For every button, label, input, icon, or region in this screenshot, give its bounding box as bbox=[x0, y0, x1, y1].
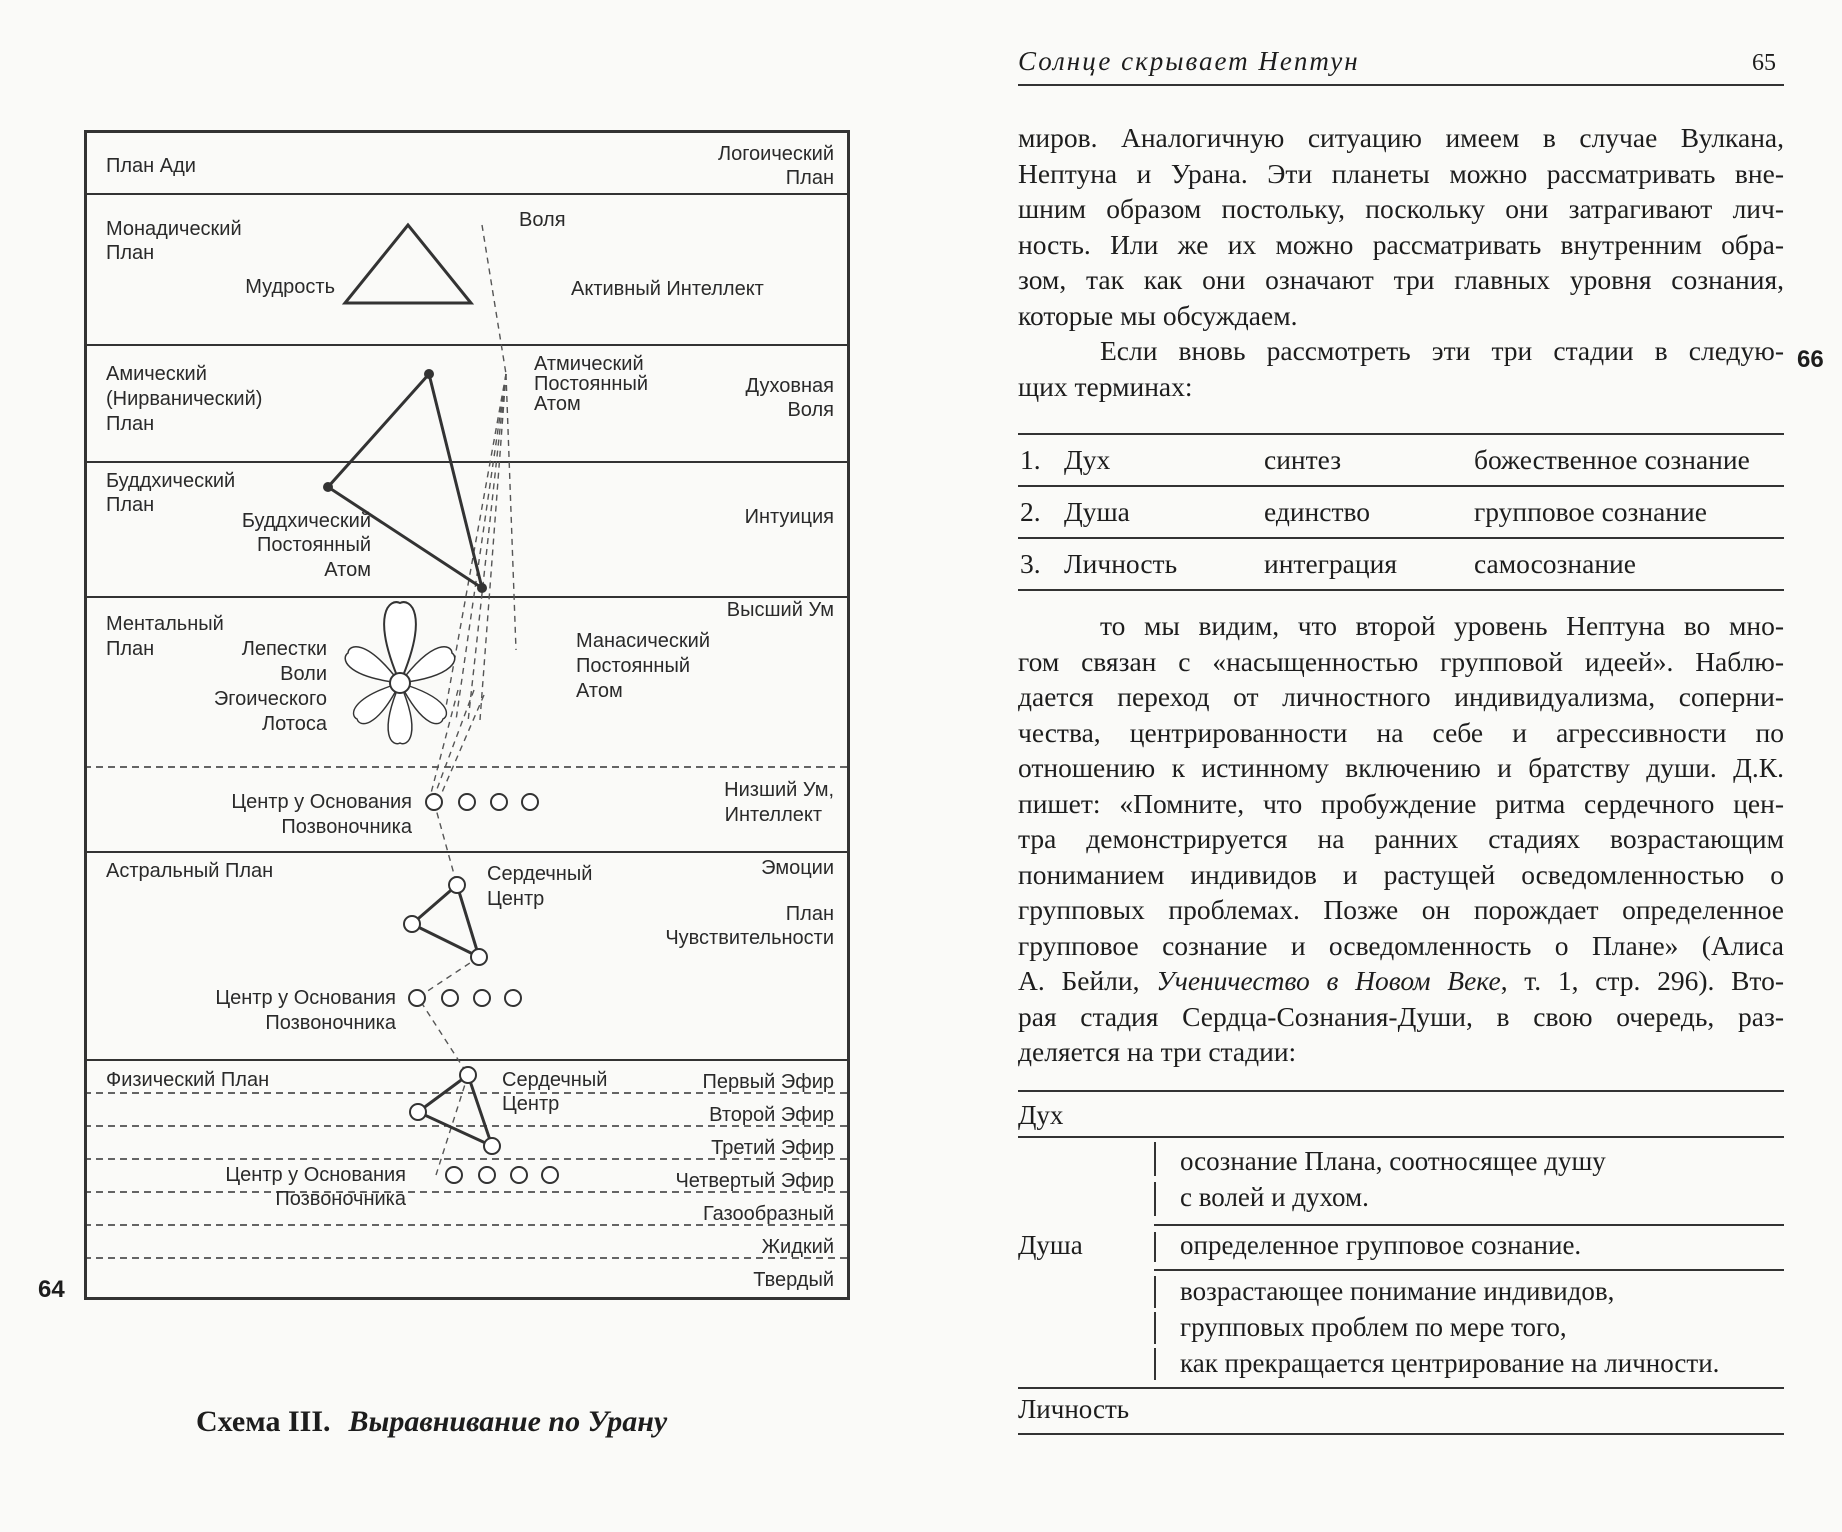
caption-label: Схема III. bbox=[196, 1405, 331, 1438]
thread-atmic-lotus-2 bbox=[456, 374, 506, 720]
stage-number: 2. bbox=[1018, 486, 1062, 538]
label-petals-2: Воли bbox=[280, 663, 327, 685]
stage-name: Дух bbox=[1062, 434, 1262, 486]
astral-heart-node-top bbox=[449, 877, 465, 893]
base-center-3-circle-2 bbox=[479, 1167, 495, 1183]
label-lower-mind-1: Низший Ум, bbox=[724, 779, 834, 801]
label-mental-1: Ментальный bbox=[106, 613, 224, 635]
base-center-1-circle-1 bbox=[426, 794, 442, 810]
label-petals-1: Лепестки bbox=[241, 638, 327, 660]
thread-base1-heart1 bbox=[434, 802, 457, 885]
soul-item-1-line-1: осознание Плана, соотносящее душу bbox=[1180, 1146, 1606, 1176]
sub-table-rule-bottom bbox=[1018, 1433, 1784, 1435]
text-line: отношению к истинному включению и братству души. Д.К. bbox=[1018, 752, 1784, 783]
label-wisdom: Мудрость bbox=[245, 276, 335, 298]
text-line: групповых проблемах. Позже он порождает определенное bbox=[1018, 894, 1784, 925]
label-buddhic-atom-1: Буддхический bbox=[241, 510, 371, 532]
label-heart-2a: Сердечный bbox=[502, 1069, 608, 1091]
label-higher-mind: Высший Ум bbox=[726, 599, 834, 621]
label-petals-3: Эгоического bbox=[213, 688, 327, 710]
text-line: зом, так как они означают три главных уровня сознания, bbox=[1018, 264, 1784, 295]
sub-table-rule-top bbox=[1018, 1090, 1784, 1092]
thread-base2-heart2 bbox=[421, 1002, 468, 1075]
base-center-2-circle-4 bbox=[505, 990, 521, 1006]
base-center-2-circle-3 bbox=[474, 990, 490, 1006]
label-heart-1b: Центр bbox=[487, 888, 545, 910]
sub-stage-spirit: Дух bbox=[1018, 1100, 1064, 1130]
text-line: дается переход от личностного индивидуализма, соперни- bbox=[1018, 681, 1784, 712]
label-base-center-2a: Центр у Основания bbox=[215, 987, 396, 1009]
right-page-number: 65 bbox=[1752, 50, 1776, 76]
running-header bbox=[1018, 46, 1784, 86]
thread-atmic-lotus-3 bbox=[468, 374, 506, 722]
manasic-atom-dot bbox=[477, 583, 487, 593]
base-center-1-circle-4 bbox=[522, 794, 538, 810]
thread-atmic-lotus-1 bbox=[444, 374, 506, 718]
label-buddhic-atom-2: Постоянный bbox=[256, 534, 371, 556]
stages-table bbox=[1018, 433, 1784, 591]
label-solid: Твердый bbox=[753, 1269, 834, 1291]
soul-item-2-line-1: определенное групповое сознание. bbox=[1180, 1230, 1582, 1260]
text-line: чества, центрированности на себе и агрессивности по bbox=[1018, 716, 1784, 748]
paragraph-2 bbox=[1018, 333, 1784, 404]
label-ether-3: Третий Эфир bbox=[711, 1137, 834, 1159]
stage-name: Личность bbox=[1062, 538, 1262, 590]
buddhic-atom-dot bbox=[323, 482, 333, 492]
text-line: деляется на три стадии: bbox=[1018, 1036, 1297, 1067]
left-page-number: 64 bbox=[38, 1276, 65, 1303]
base-center-2-circle-2 bbox=[442, 990, 458, 1006]
running-header-title: Солнце скрывает Нептун bbox=[1018, 46, 1360, 76]
stage-mode: интеграция bbox=[1262, 538, 1472, 590]
label-sensitivity-2: Чувствительности bbox=[665, 927, 834, 949]
stage-mode: синтез bbox=[1262, 434, 1472, 486]
label-active-intellect: Активный Интеллект bbox=[571, 278, 764, 300]
text-line: гом связан с «насыщенностью групповой идеей». Наблю- bbox=[1018, 645, 1784, 677]
label-atmic-3: План bbox=[106, 413, 155, 435]
physical-heart-node-right bbox=[484, 1138, 500, 1154]
table-row bbox=[1018, 538, 1784, 590]
label-sensitivity-1: План bbox=[785, 903, 834, 925]
label-heart-1a: Сердечный bbox=[487, 863, 593, 885]
bracket-bar bbox=[1154, 1232, 1156, 1262]
sub-stage-personality: Личность bbox=[1018, 1394, 1130, 1424]
thread-heart2-base3 bbox=[436, 1075, 468, 1175]
paragraph-1 bbox=[1018, 120, 1784, 333]
label-monadic-2: План bbox=[106, 242, 155, 264]
label-physical: Физический План bbox=[106, 1069, 270, 1091]
physical-heart-triangle bbox=[418, 1075, 492, 1146]
soul-item-3-line-3: как прекращается центрирование на личности. bbox=[1180, 1348, 1720, 1378]
sub-table-rule-soul-2 bbox=[1154, 1269, 1784, 1271]
text-line: ность. Или же их можно рассматривать внутренним обра- bbox=[1018, 228, 1784, 260]
base-center-3-circle-1 bbox=[446, 1167, 462, 1183]
label-atmic-1: Амический bbox=[106, 363, 207, 385]
sub-table-rule-soul-3 bbox=[1018, 1387, 1784, 1389]
bracket-bar bbox=[1154, 1276, 1156, 1308]
sub-table-rule-spirit bbox=[1018, 1136, 1784, 1138]
label-ether-4: Четвертый Эфир bbox=[675, 1170, 834, 1192]
label-lower-mind-2: Интеллект bbox=[724, 804, 822, 826]
citation-book-title: Ученичество в Новом Веке bbox=[1156, 965, 1501, 996]
bracket-bar bbox=[1154, 1182, 1156, 1216]
label-logoic-1: Логоический bbox=[717, 143, 834, 165]
label-heart-2b: Центр bbox=[502, 1093, 560, 1115]
table-row bbox=[1018, 434, 1784, 486]
label-manasic-3: Атом bbox=[576, 680, 623, 702]
astral-heart-node-right bbox=[471, 949, 487, 965]
label-manasic-2: Постоянный bbox=[576, 655, 691, 677]
label-liquid: Жидкий bbox=[761, 1236, 834, 1258]
label-atmic-atom-1: Атмический bbox=[534, 353, 644, 375]
label-emotions: Эмоции bbox=[761, 857, 834, 879]
base-center-3-circle-3 bbox=[511, 1167, 527, 1183]
label-ether-2: Второй Эфир bbox=[709, 1104, 834, 1126]
astral-heart-triangle bbox=[412, 885, 479, 957]
paragraph-3 bbox=[1018, 608, 1784, 1070]
text-line: групповое сознание и осведомленность о Плане» (Алиса bbox=[1018, 929, 1784, 961]
stage-number: 3. bbox=[1018, 538, 1062, 590]
sub-table-rule-soul-1 bbox=[1154, 1224, 1784, 1226]
table-row bbox=[1018, 486, 1784, 538]
stage-consciousness: самосознание bbox=[1472, 538, 1784, 590]
label-monadic-1: Монадический bbox=[106, 218, 242, 240]
text-line: Если вновь рассмотреть эти три стадии в следую- bbox=[1100, 335, 1784, 366]
label-base-center-2b: Позвоночника bbox=[265, 1012, 396, 1034]
soul-item-1-line-2: с волей и духом. bbox=[1180, 1182, 1369, 1212]
base-center-2-circle-1 bbox=[409, 990, 425, 1006]
stage-name: Душа bbox=[1062, 486, 1262, 538]
planes-diagram bbox=[84, 130, 850, 1300]
monadic-triangle bbox=[345, 225, 471, 303]
citation-line bbox=[1018, 963, 1784, 999]
label-astral: Астральный План bbox=[106, 860, 274, 882]
label-buddhic-2: План bbox=[106, 494, 155, 516]
text-line: пишет: «Помните, что пробуждение ритма сердечного цен- bbox=[1018, 787, 1784, 819]
stage-number: 1. bbox=[1018, 434, 1062, 486]
label-manasic-1: Манасический bbox=[576, 630, 710, 652]
soul-item-3-line-1: возрастающее понимание индивидов, bbox=[1180, 1276, 1615, 1306]
label-atmic-atom-2: Постоянный bbox=[534, 373, 649, 395]
text-line: то мы видим, что второй уровень Нептуна во мно- bbox=[1100, 610, 1784, 641]
caption-title: Выравнивание по Урану bbox=[348, 1405, 668, 1438]
label-spiritual-will-1: Духовная bbox=[745, 375, 834, 397]
label-buddhic-1: Буддхический bbox=[106, 470, 236, 492]
bracket-bar bbox=[1154, 1142, 1156, 1176]
egoic-lotus-icon bbox=[342, 602, 459, 744]
atmic-atom-dot bbox=[424, 369, 434, 379]
label-atmic-atom-3: Атом bbox=[534, 393, 581, 415]
label-base-center-3b: Позвоночника bbox=[275, 1188, 406, 1210]
thread-monad-atmic bbox=[482, 225, 506, 374]
label-base-center-3a: Центр у Основания bbox=[225, 1164, 406, 1186]
label-logoic-2: План bbox=[785, 167, 834, 189]
sub-stage-soul: Душа bbox=[1018, 1230, 1083, 1260]
stage-consciousness: божественное сознание bbox=[1472, 434, 1784, 486]
text-line: рая стадия Сердца-Сознания-Души, в свою очередь, раз- bbox=[1018, 1000, 1784, 1032]
text-line: Нептуна и Урана. Эти планеты можно рассматривать вне- bbox=[1018, 157, 1784, 189]
physical-heart-node-top bbox=[460, 1067, 476, 1083]
label-petals-4: Лотоса bbox=[262, 713, 327, 735]
base-center-3-circle-4 bbox=[542, 1167, 558, 1183]
figure-caption bbox=[196, 1405, 667, 1439]
text-line: щих терминах: bbox=[1018, 370, 1193, 402]
citation-author: А. Бейли, bbox=[1018, 965, 1140, 996]
label-mental-2: План bbox=[106, 638, 155, 660]
thread-atmic-lotus-4 bbox=[480, 374, 506, 720]
label-buddhic-atom-3: Атом bbox=[324, 559, 371, 581]
stage-consciousness: групповое сознание bbox=[1472, 486, 1784, 538]
text-line: миров. Аналогичную ситуацию имеем в случае Вулкана, bbox=[1018, 122, 1784, 153]
text-line: которые мы обсуждаем. bbox=[1018, 299, 1298, 331]
bracket-bar bbox=[1154, 1312, 1156, 1344]
label-adi: План Ади bbox=[106, 155, 196, 177]
label-will: Воля bbox=[519, 209, 566, 231]
label-atmic-2: (Нирванический) bbox=[106, 388, 263, 410]
stage-mode: единство bbox=[1262, 486, 1472, 538]
base-center-1-circle-2 bbox=[459, 794, 475, 810]
text-line: тра демонстрируется на ранних стадиях возрастающим bbox=[1018, 823, 1784, 854]
label-spiritual-will-2: Воля bbox=[787, 399, 834, 421]
bracket-bar bbox=[1154, 1348, 1156, 1380]
physical-heart-node-left bbox=[410, 1104, 426, 1120]
label-base-center-1b: Позвоночника bbox=[281, 816, 412, 838]
label-ether-1: Первый Эфир bbox=[702, 1071, 834, 1093]
label-intuition: Интуиция bbox=[744, 506, 834, 528]
label-gaseous: Газообразный bbox=[702, 1203, 834, 1225]
soul-item-3-line-2: групповых проблем по мере того, bbox=[1180, 1312, 1567, 1342]
margin-page-number: 66 bbox=[1797, 346, 1824, 373]
base-center-1-circle-3 bbox=[491, 794, 507, 810]
citation-details: , т. 1, стр. 296). Вто- bbox=[1500, 965, 1784, 996]
text-line: пониманием индивидов и растущей осведомленностью о bbox=[1018, 858, 1784, 890]
text-line: шним образом постольку, поскольку они затрагивают лич- bbox=[1018, 193, 1784, 224]
astral-heart-node-left bbox=[404, 916, 420, 932]
label-base-center-1a: Центр у Основания bbox=[231, 791, 412, 813]
thread-atmic-lotus-5 bbox=[506, 374, 516, 650]
